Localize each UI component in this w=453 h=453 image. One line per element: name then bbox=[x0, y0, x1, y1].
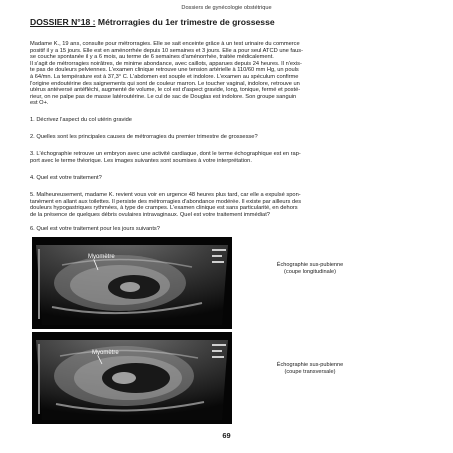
question-line: douleurs hypogastriques rythmées, à type de crampes. L'examen clinique est sans particularité, en dehors bbox=[30, 205, 298, 212]
caption-line: Échographie sus-pubienne bbox=[276, 362, 344, 368]
intro-line: à 64/mn. La température est à 37,3° C. L'abdomen est souple et indolore. L'examen au spéculum confirme bbox=[30, 73, 299, 80]
caption-line: (coupe transversale) bbox=[284, 368, 336, 375]
question-line: 5. Malheureusement, madame K. revient vous voir en urgence 48 heures plus tard, car elle a expulsé spon- bbox=[30, 192, 301, 198]
intro-line: l'origine endoutérine des saignements qui sont de couleur marron. Le toucher vaginal, indolore, retrouve un bbox=[30, 80, 300, 87]
question-line: port avec le terme théorique. Les images suivantes sont soumises à votre interprétation. bbox=[30, 157, 252, 164]
question-line: 3. L'échographie retrouve un embryon avec une activité cardiaque, dont le terme échographique est en rap- bbox=[30, 151, 301, 157]
question-line: tanément en allant aux toilettes. Il persiste des métrorragies d'abondance modérée. Il existe par ailleurs des bbox=[30, 198, 302, 205]
running-head: Dossiers de gynécologie obstétrique bbox=[181, 5, 272, 11]
dossier-subject: Métrorragies du 1er trimestre de grossesse bbox=[97, 17, 275, 27]
question-6: 6. Quel est votre traitement pour les jours suivants? bbox=[30, 226, 160, 232]
caption-line: Échographie sus-pubienne bbox=[276, 262, 344, 268]
intro-line: positif il y a 15 jours. Elle est en aménorrhée depuis 10 semaines et 3 jours. Elle a pour seul ATCD une faus- bbox=[30, 47, 304, 54]
page-number: 69 bbox=[222, 431, 231, 440]
caption-transverse bbox=[255, 362, 365, 375]
intro-line: rieur, on ne palpe pas de masse latéroutérine. Le cul de sac de Douglas est indolore. Son groupe sanguin bbox=[30, 93, 297, 100]
case-intro bbox=[30, 41, 424, 107]
dossier-number: DOSSIER N°18 : bbox=[30, 17, 96, 27]
myometre-label: Myomètre bbox=[92, 350, 119, 356]
intro-line: Madame K., 19 ans, consulte pour métrorragies. Elle se sait enceinte grâce à un test urinaire du commerce bbox=[30, 41, 300, 47]
dossier-title bbox=[30, 17, 430, 27]
caption-longitudinal bbox=[255, 262, 365, 275]
question-line: de la présence de quelques débris ovulaires intravaginaux. Quel est votre traitement immédiat? bbox=[30, 211, 270, 218]
caption-line: (coupe longitudinale) bbox=[284, 268, 336, 275]
question-2: 2. Quelles sont les principales causes de métrorragies du premier trimestre de grossesse? bbox=[30, 134, 258, 140]
ultrasound-image-longitudinal bbox=[32, 237, 232, 329]
question-1: 1. Décrivez l'aspect du col utérin gravide bbox=[30, 117, 132, 123]
myometre-label: Myomètre bbox=[88, 254, 115, 260]
question-4: 4. Quel est votre traitement? bbox=[30, 175, 102, 181]
ultrasound-image-transverse bbox=[32, 332, 232, 424]
intro-line: te pas de douleurs pelviennes. L'examen clinique retrouve une tension artérielle à 110/60 mm Hg, un pouls bbox=[30, 67, 299, 74]
intro-line: se couche spontanée il y a 6 mois, au terme de 6 semaines d'aménorrhée, traitée médicalement. bbox=[30, 54, 274, 61]
intro-line: Il s'agit de métrorragies noirâtres, de minime abondance, avec caillots, apparues depuis 24 heures. Il n'exis- bbox=[30, 60, 302, 67]
question-3 bbox=[30, 151, 424, 164]
intro-line: utérus antéversé antéfléchi, augmenté de volume, le col est d'aspect gravide, long, tonique, fermé et posté- bbox=[30, 87, 301, 94]
intro-line: est O+. bbox=[30, 100, 49, 107]
question-5 bbox=[30, 192, 424, 218]
